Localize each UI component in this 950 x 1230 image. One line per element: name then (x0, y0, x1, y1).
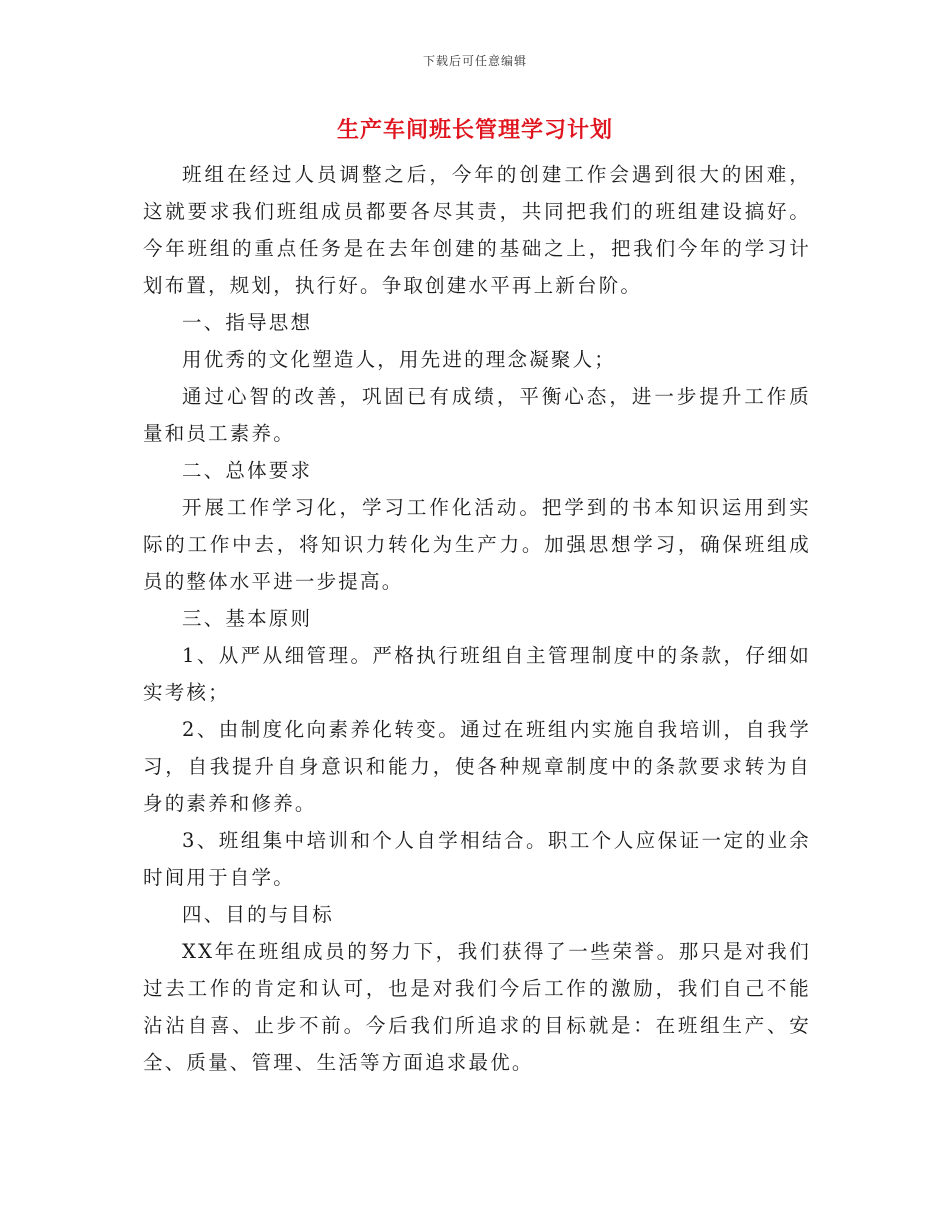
section-heading-overall-requirements: 二、总体要求 (182, 459, 313, 482)
section-heading-basic-principles: 三、基本原则 (182, 607, 313, 630)
section-heading-guiding-ideology: 一、指导思想 (182, 311, 313, 334)
header-note: 下载后可任意编辑 (422, 54, 527, 68)
paragraph: 用优秀的文化塑造人，用先进的理念凝聚人； (182, 348, 617, 371)
list-item: 1、从严从细管理。严格执行班组自主管理制度中的条款，仔细如实考核； (143, 644, 811, 704)
list-item: 3、班组集中培训和个人自学相结合。职工个人应保证一定的业余时间用于自学。 (143, 829, 811, 889)
list-item: 2、由制度化向素养化转变。通过在班组内实施自我培训，自我学习，自我提升自身意识和能力，使各种规章制度中的条款要求转为自身的素养和修养。 (143, 718, 811, 815)
document-body (143, 156, 811, 1081)
paragraph: 开展工作学习化，学习工作化活动。把学到的书本知识运用到实际的工作中去，将知识力转化为生产力。加强思想学习，确保班组成员的整体水平进一步提高。 (143, 496, 811, 593)
paragraph: XX年在班组成员的努力下，我们获得了一些荣誉。那只是对我们过去工作的肯定和认可，也是对我们今后工作的激励，我们自己不能沾沾自喜、止步不前。今后我们所追求的目标就是：在班组生产、安全、质量、管理、生活等方面追求最优。 (143, 940, 811, 1074)
paragraph: 通过心智的改善，巩固已有成绩，平衡心态，进一步提升工作质量和员工素养。 (143, 385, 811, 445)
paragraph-intro: 班组在经过人员调整之后，今年的创建工作会遇到很大的困难，这就要求我们班组成员都要各尽其责，共同把我们的班组建设搞好。今年班组的重点任务是在去年创建的基础之上，把我们今年的学习计划布置，规划，执行好。争取创建水平再上新台阶。 (143, 163, 811, 297)
section-heading-purpose-and-goals: 四、目的与目标 (182, 903, 334, 926)
document-title: 生产车间班长管理学习计划 (336, 117, 613, 143)
